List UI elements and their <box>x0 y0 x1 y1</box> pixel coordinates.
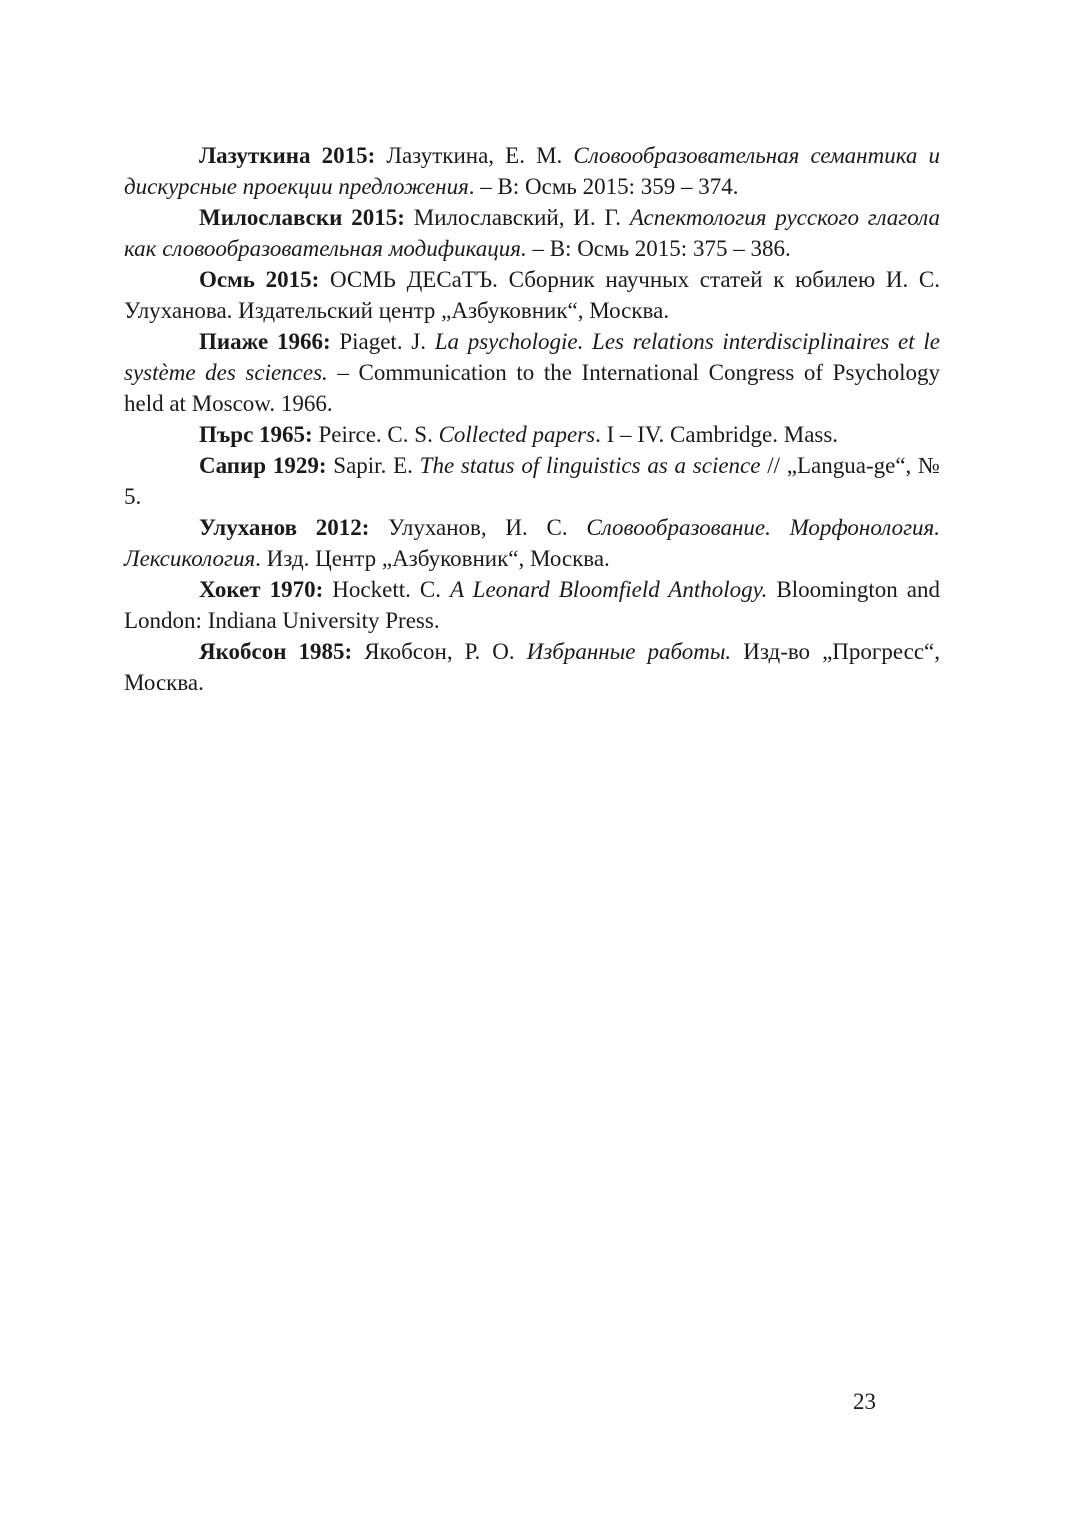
reference-text: Hockett. C. <box>323 577 450 602</box>
reference-title: Аспектология русского глагола как словообразовательная модификация. <box>124 205 940 261</box>
reference-entry <box>124 450 940 512</box>
reference-key: Хокет 1970: <box>199 577 324 602</box>
reference-text: ОСМЬ ДЕСаТЪ. Сборник научных статей к юбилею И. С. Улуханова. Издательский центр „Азбуковник“, Москва. <box>124 267 941 323</box>
reference-text: Якобсон, Р. О. <box>352 639 527 664</box>
reference-key: Пиаже 1966: <box>199 329 331 354</box>
reference-key: Пърс 1965: <box>199 422 313 447</box>
reference-entry <box>124 326 940 419</box>
reference-entry <box>124 574 940 636</box>
reference-key: Лазуткина 2015: <box>199 143 376 168</box>
reference-text: Милославский, И. Г. <box>404 205 630 230</box>
reference-key: Улуханов 2012: <box>199 515 370 540</box>
reference-text: . Изд. Центр „Азбуковник“, Москва. <box>255 546 610 571</box>
reference-text: Bloomington and London: Indiana University Press. <box>124 577 940 633</box>
reference-entry <box>124 512 940 574</box>
reference-text: Sapir. E. <box>326 453 420 478</box>
reference-text: . I – IV. Cambridge. Mass. <box>595 422 839 447</box>
reference-text: Улуханов, И. С. <box>369 515 587 540</box>
reference-key: Милославски 2015: <box>199 205 405 230</box>
reference-title: Collected papers <box>438 422 596 447</box>
reference-text: Лазуткина, Е. М. <box>375 143 574 168</box>
page-number: 23 <box>853 1389 876 1414</box>
reference-entry <box>124 419 940 450</box>
reference-text: Изд-во „Прогресс“, Москва. <box>124 639 940 695</box>
reference-text: // „Langua-ge“, № 5. <box>124 453 940 509</box>
reference-title: A Leonard Bloomfield Anthology. <box>450 577 768 602</box>
reference-key: Якобсон 1985: <box>199 639 353 664</box>
reference-text: Peirce. C. S. <box>312 422 439 447</box>
reference-key: Сапир 1929: <box>199 453 327 478</box>
reference-title: La psychologie. Les relations interdisciplinaires et le systѐme des sciences. <box>124 329 940 385</box>
reference-entry <box>124 202 940 264</box>
reference-key: Осмь 2015: <box>199 267 320 292</box>
reference-entry <box>124 264 940 326</box>
reference-title: Избранные работы. <box>526 639 732 664</box>
reference-text: Piaget. J. <box>330 329 435 354</box>
reference-text: . – В: Осмь 2015: 359 – 374. <box>468 174 739 199</box>
reference-entry <box>124 140 940 202</box>
reference-title: Словообразовательная семантика и дискурсные проекции предложения <box>124 143 940 199</box>
reference-text: – В: Осмь 2015: 375 – 386. <box>526 236 791 261</box>
reference-entry <box>124 636 940 698</box>
reference-list <box>124 140 940 698</box>
reference-text: – Communication to the International Congress of Psychology held at Moscow. 1966. <box>124 360 941 416</box>
reference-title: The status of linguistics as a science <box>419 453 761 478</box>
reference-title: Словообразование. Морфонология. Лексикология <box>124 515 940 571</box>
